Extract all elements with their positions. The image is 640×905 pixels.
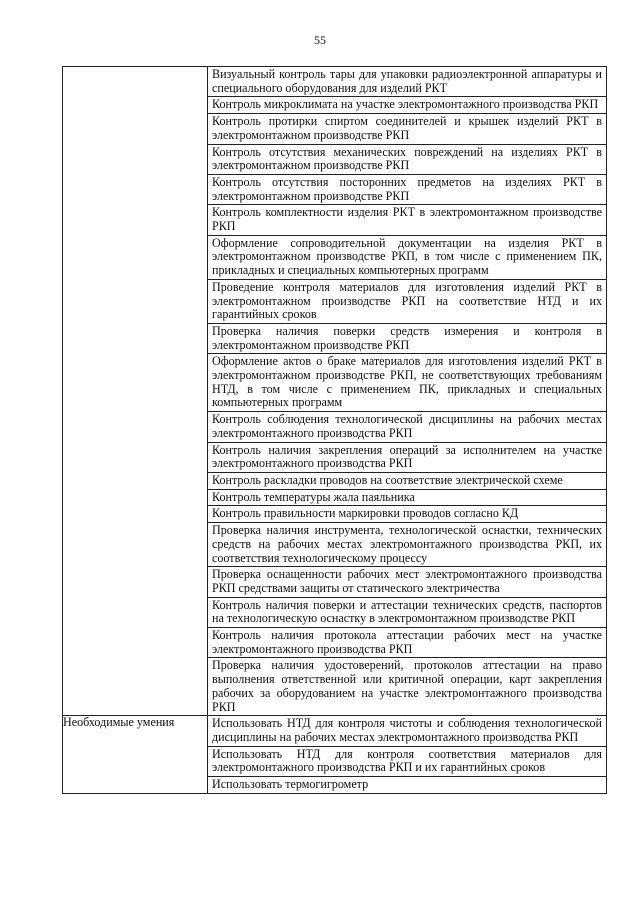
list-item: Визуальный контроль тары для упаковки радиоэлектронной аппаратуры и специального оборудования для изделий РКТ [208, 67, 606, 97]
list-item: Контроль температуры жала паяльника [208, 490, 606, 507]
list-item: Контроль комплектности изделия РКТ в электромонтажном производстве РКП [208, 205, 606, 235]
list-item: Проведение контроля материалов для изготовления изделий РКТ в электромонтажном производстве РКП на соответствие НТД и их гарантийных сроков [208, 280, 606, 324]
row-items-cell [208, 67, 607, 716]
table-row [63, 67, 607, 716]
row-label-cell: Необходимые умения [63, 716, 208, 794]
list-item: Контроль отсутствия посторонних предметов на изделиях РКТ в электромонтажном производстве РКП [208, 175, 606, 205]
list-item: Контроль наличия поверки и аттестации технических средств, паспортов на технологическую оснастку в электромонтажном производстве РКП [208, 598, 606, 628]
list-item: Проверка наличия инструмента, технологической оснастки, технических средств на рабочих местах электромонтажного производства РКП, их соответствия технологическому процессу [208, 523, 606, 567]
competency-table [62, 66, 607, 794]
list-item: Оформление сопроводительной документации на изделия РКТ в электромонтажном производстве РКП, в том числе с применением ПК, прикладных и специальных компьютерных программ [208, 236, 606, 280]
list-item: Контроль соблюдения технологической дисциплины на рабочих местах электромонтажного производства РКП [208, 412, 606, 442]
list-item: Проверка наличия удостоверений, протоколов аттестации на право выполнения ответственной или критичной операции, карт закрепления рабочих за оборудованием на участке электромонтажного производства РКП [212, 658, 602, 714]
row-items-cell [208, 716, 607, 794]
list-item: Контроль протирки спиртом соединителей и крышек изделий РКТ в электромонтажном производстве РКП [208, 114, 606, 144]
list-item: Проверка наличия поверки средств измерения и контроля в электромонтажном производстве РКП [208, 324, 606, 354]
list-item: Использовать НТД для контроля чистоты и соблюдения технологической дисциплины на рабочих местах электромонтажного производства РКП [208, 716, 606, 746]
table-row [63, 716, 607, 794]
list-item: Использовать НТД для контроля соответствия материалов для электромонтажного производства РКП и их гарантийных сроков [208, 747, 606, 777]
list-item: Контроль наличия закрепления операций за исполнителем на участке электромонтажного производства РКП [208, 443, 606, 473]
list-item: Контроль микроклимата на участке электромонтажного производства РКП [208, 97, 606, 114]
list-item: Контроль раскладки проводов на соответствие электрической схеме [208, 473, 606, 490]
list-item: Оформление актов о браке материалов для изготовления изделий РКТ в электромонтажном производстве РКП, не соответствующих требованиям НТД, в том числе с применением ПК, прикладных и специальных компьютерных программ [208, 354, 606, 412]
list-item: Проверка оснащенности рабочих мест электромонтажного производства РКП средствами защиты от статического электричества [208, 567, 606, 597]
row-label-cell [63, 67, 208, 716]
list-item: Использовать термогигрометр [212, 777, 369, 792]
list-item: Контроль правильности маркировки проводов согласно КД [208, 506, 606, 523]
list-item: Контроль наличия протокола аттестации рабочих мест на участке электромонтажного производства РКП [208, 628, 606, 658]
page-number: 55 [314, 33, 326, 47]
list-item: Контроль отсутствия механических повреждений на изделиях РКТ в электромонтажном производстве РКП [208, 145, 606, 175]
